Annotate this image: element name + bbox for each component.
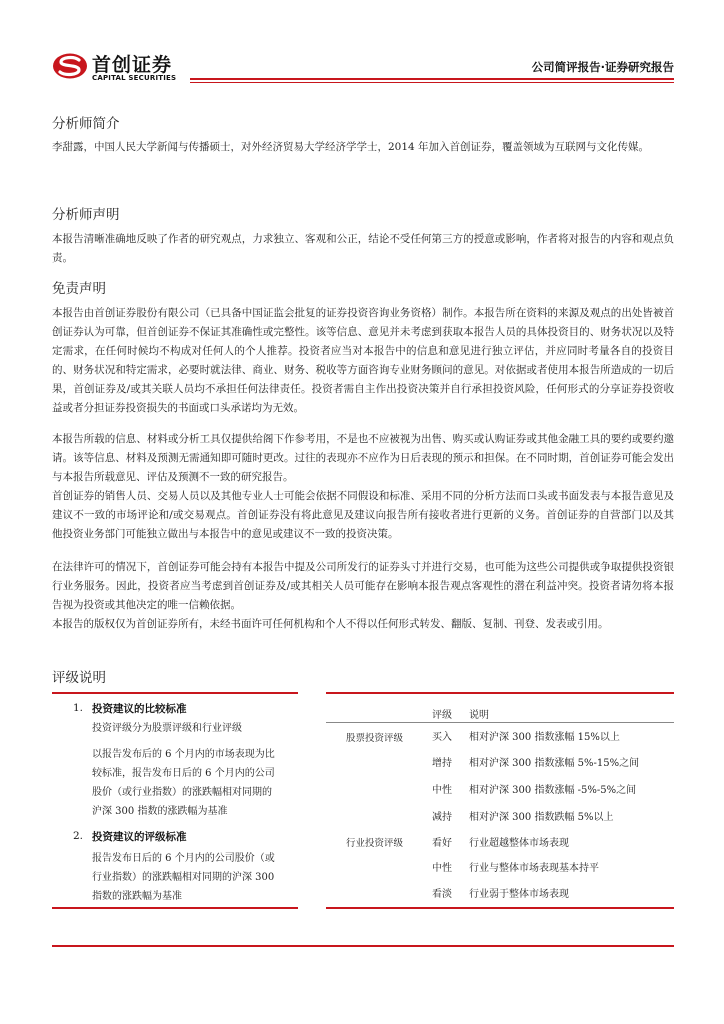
rating-item-line: 报告发布日后的 6 个月内的公司股价（或 bbox=[92, 853, 275, 864]
analyst-statement-title: 分析师声明 bbox=[52, 207, 120, 223]
analyst-intro-text: 李甜露，中国人民大学新闻与传播硕士，对外经济贸易大学经济学学士，2014 年加入首创证券，覆盖领域为互联网与文化传媒。 bbox=[52, 141, 650, 153]
rating-desc-cell: 相对沪深 300 指数涨幅 5%-15%之间 bbox=[469, 758, 640, 769]
logo-text-cn: 首创证券 bbox=[92, 54, 173, 76]
rating-cell: 看好 bbox=[432, 838, 452, 849]
rating-item-line: 较标准，报告发布日后的 6 个月内的公司 bbox=[92, 768, 275, 779]
rating-item-line: 沪深 300 指数的涨跌幅为基准 bbox=[92, 806, 228, 817]
disclaimer-paragraph: 本报告的版权仅为首创证券所有，未经书面许可任何机构和个人不得以任何形式转发、翻版、复制、刊登、发表或引用。 bbox=[52, 618, 609, 630]
header-divider bbox=[190, 78, 674, 80]
rating-desc-cell: 行业与整体市场表现基本持平 bbox=[469, 863, 599, 874]
rating-cell: 中性 bbox=[432, 863, 452, 874]
rating-item-line: 指数的涨跌幅为基准 bbox=[92, 891, 182, 902]
rating-desc-cell: 相对沪深 300 指数涨幅 15%以上 bbox=[469, 732, 620, 743]
rating-table-bottom-line bbox=[326, 907, 674, 909]
logo-text-en: CAPITAL SECURITIES bbox=[92, 74, 177, 82]
rating-desc-cell: 行业弱于整体市场表现 bbox=[469, 889, 569, 900]
disclaimer-paragraph: 在法律许可的情况下，首创证券可能会持有本报告中提及公司所发行的证券头寸并进行交易，也可能为这些公司提供或争取提供投资银行业务服务。因此，投资者应当考虑到首创证券及/或其相关人员可能存在影响本报告观点客观性的潜在利益冲突。投资者请勿将本报告视为投资或其他决定的唯一信赖依据。 bbox=[52, 561, 674, 611]
rating-table-top-line bbox=[326, 692, 674, 694]
rating-item-subtitle: 投资评级分为股票评级和行业评级 bbox=[92, 723, 242, 734]
rating-item-title: 投资建议的比较标准 bbox=[92, 703, 187, 715]
industry-rating-label: 行业投资评级 bbox=[346, 838, 404, 849]
rating-item-line: 股价（或行业指数）的涨跌幅相对同期的 bbox=[92, 787, 272, 798]
rating-cell: 中性 bbox=[432, 785, 452, 796]
rating-item-line: 行业指数）的涨跌幅相对同期的沪深 300 bbox=[92, 872, 275, 883]
rating-cell: 买入 bbox=[432, 732, 452, 743]
rating-cell: 增持 bbox=[432, 758, 452, 769]
rating-desc-cell: 行业超越整体市场表现 bbox=[469, 838, 569, 849]
capital-securities-logo-icon bbox=[52, 52, 88, 80]
stock-rating-label: 股票投资评级 bbox=[346, 733, 404, 744]
rating-item-number: 1. bbox=[73, 702, 84, 714]
rating-left-top-line bbox=[52, 692, 298, 694]
rating-table-header-line bbox=[326, 722, 674, 723]
rating-table-header-desc: 说明 bbox=[469, 710, 489, 721]
rating-item-line: 以报告发布后的 6 个月内的市场表现为比 bbox=[92, 749, 275, 760]
rating-item-title: 投资建议的评级标准 bbox=[92, 831, 187, 843]
rating-desc-cell: 相对沪深 300 指数跌幅 5%以上 bbox=[469, 812, 614, 823]
analyst-statement-text: 本报告清晰准确地反映了作者的研究观点，力求独立、客观和公正，结论不受任何第三方的授意或影响，作者将对报告的内容和观点负责。 bbox=[52, 233, 674, 264]
rating-table-header-rating: 评级 bbox=[432, 710, 452, 721]
disclaimer-paragraph: 本报告所载的信息、材料或分析工具仅提供给阁下作参考用，不是也不应被视为出售、购买或认购证券或其他金融工具的要约或要约邀请。该等信息、材料及预测无需通知即可随时更改。过往的表现亦不应作为日后表现的预示和担保。在不同时期，首创证券可能会发出与本报告所载意见、评估及预测不一致的研究报告。 bbox=[52, 433, 674, 483]
disclaimer-title: 免责声明 bbox=[52, 281, 106, 297]
header-divider-thin bbox=[190, 82, 674, 83]
footer-divider bbox=[52, 945, 674, 947]
report-type: 公司简评报告·证券研究报告 bbox=[531, 60, 674, 74]
page-header bbox=[52, 48, 674, 88]
analyst-intro-title: 分析师简介 bbox=[52, 116, 120, 132]
rating-desc-cell: 相对沪深 300 指数涨幅 -5%-5%之间 bbox=[469, 785, 637, 796]
disclaimer-paragraph: 本报告由首创证券股份有限公司（已具备中国证监会批复的证券投资咨询业务资格）制作。本报告所在资料的来源及观点的出处皆被首创证券认为可靠，但首创证券不保证其准确性或完整性。该等信息、意见并未考虑到获取本报告人员的具体投资目的、财务状况以及特定需求，在任何时候均不构成对任何人的个人推荐。投资者应当对本报告中的信息和意见进行独立评估，并应同时考量各自的投资目的、财务状况和特定需求，必要时就法律、商业、财务、税收等方面咨询专业财务顾问的意见。对依据或者使用本报告所造成的一切后果，首创证券及/或其关联人员均不承担任何法律责任。投资者需自主作出投资决策并自行承担投资风险，任何形式的分享证券投资收益或者分担证券投资损失的书面或口头承诺均为无效。 bbox=[52, 307, 674, 414]
rating-cell: 减持 bbox=[432, 812, 452, 823]
rating-left-bottom-line bbox=[52, 907, 298, 909]
disclaimer-paragraph: 首创证券的销售人员、交易人员以及其他专业人士可能会依据不同假设和标准、采用不同的分析方法而口头或书面发表与本报告意见及建议不一致的市场评论和/或交易观点。首创证券没有将此意见及建议向报告所有接收者进行更新的义务。首创证券的自营部门以及其他投资业务部门可能独立做出与本报告中的意见或建议不一致的投资决策。 bbox=[52, 490, 674, 540]
rating-cell: 看淡 bbox=[432, 889, 452, 900]
rating-item-number: 2. bbox=[73, 830, 84, 842]
rating-title: 评级说明 bbox=[52, 670, 106, 686]
